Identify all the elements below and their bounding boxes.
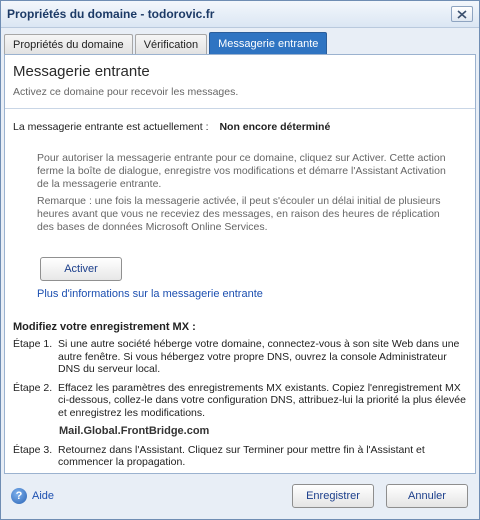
help-icon[interactable]: ?: [11, 488, 27, 504]
info-note: Remarque : une fois la messagerie activée, il peut s'écouler un délai initial de plusieurs heures avant que vous ne receviez des messages, en raison des heures de réplication des bases de données Microsoft Online Services.: [37, 195, 441, 233]
tab-domain-properties[interactable]: Propriétés du domaine: [4, 34, 133, 54]
dialog-footer: [1, 473, 479, 519]
more-info-link[interactable]: Plus d'informations sur la messagerie entrante: [37, 288, 263, 300]
close-icon: [457, 10, 467, 19]
title-bar: [1, 1, 479, 28]
mx-heading: Modifiez votre enregistrement MX :: [13, 321, 196, 333]
step-3: [13, 444, 468, 469]
step-text: Si une autre société héberge votre domaine, connectez-vous à son site Web dans une autre fenêtre. Si vous hébergez votre propre DNS, ouvrez la console Administrateur DNS du serveur local.: [58, 338, 460, 375]
step-1: [13, 338, 468, 376]
step-number: Étape 3.: [13, 443, 53, 456]
tab-verification[interactable]: Vérification: [135, 34, 207, 54]
info-activate: Pour autoriser la messagerie entrante pour ce domaine, cliquez sur Activer. Cette action ferme la boîte de dialogue, enregistre vos modifications et démarre l'Assistant Activation de la messagerie entrante.: [37, 152, 446, 190]
steps-list: [13, 338, 468, 474]
info-text: [37, 152, 457, 238]
close-button[interactable]: [451, 6, 473, 22]
step-2: [13, 382, 468, 420]
step-number: Étape 2.: [13, 381, 53, 394]
activate-button[interactable]: Activer: [40, 257, 122, 281]
status-row: [13, 121, 330, 133]
tab-bar: [4, 32, 329, 54]
step-text: Effacez les paramètres des enregistrements MX existants. Copiez l'enregistrement MX ci-dessous, collez-le dans votre configuration DNS, attribuez-lui la priorité la plus élevée et enregistrez les modifications.: [58, 381, 466, 419]
panel-header: [5, 55, 475, 109]
window-title: Propriétés du domaine - todorovic.fr: [7, 7, 215, 21]
tab-panel: [4, 54, 476, 474]
step-text: Retournez dans l'Assistant. Cliquez sur Terminer pour mettre fin à l'Assistant et commencer la propagation.: [58, 443, 425, 468]
panel-subtitle: Activez ce domaine pour recevoir les messages.: [13, 86, 239, 98]
tab-incoming-mail[interactable]: Messagerie entrante: [209, 32, 327, 54]
save-button[interactable]: Enregistrer: [292, 484, 374, 508]
status-value: Non encore déterminé: [219, 121, 331, 133]
cancel-button[interactable]: Annuler: [386, 484, 468, 508]
step-number: Étape 1.: [13, 338, 53, 350]
panel-title: Messagerie entrante: [13, 63, 150, 80]
help-link[interactable]: Aide: [32, 490, 55, 502]
status-label: La messagerie entrante est actuellement :: [13, 121, 209, 133]
mx-record: Mail.Global.FrontBridge.com: [59, 425, 210, 437]
